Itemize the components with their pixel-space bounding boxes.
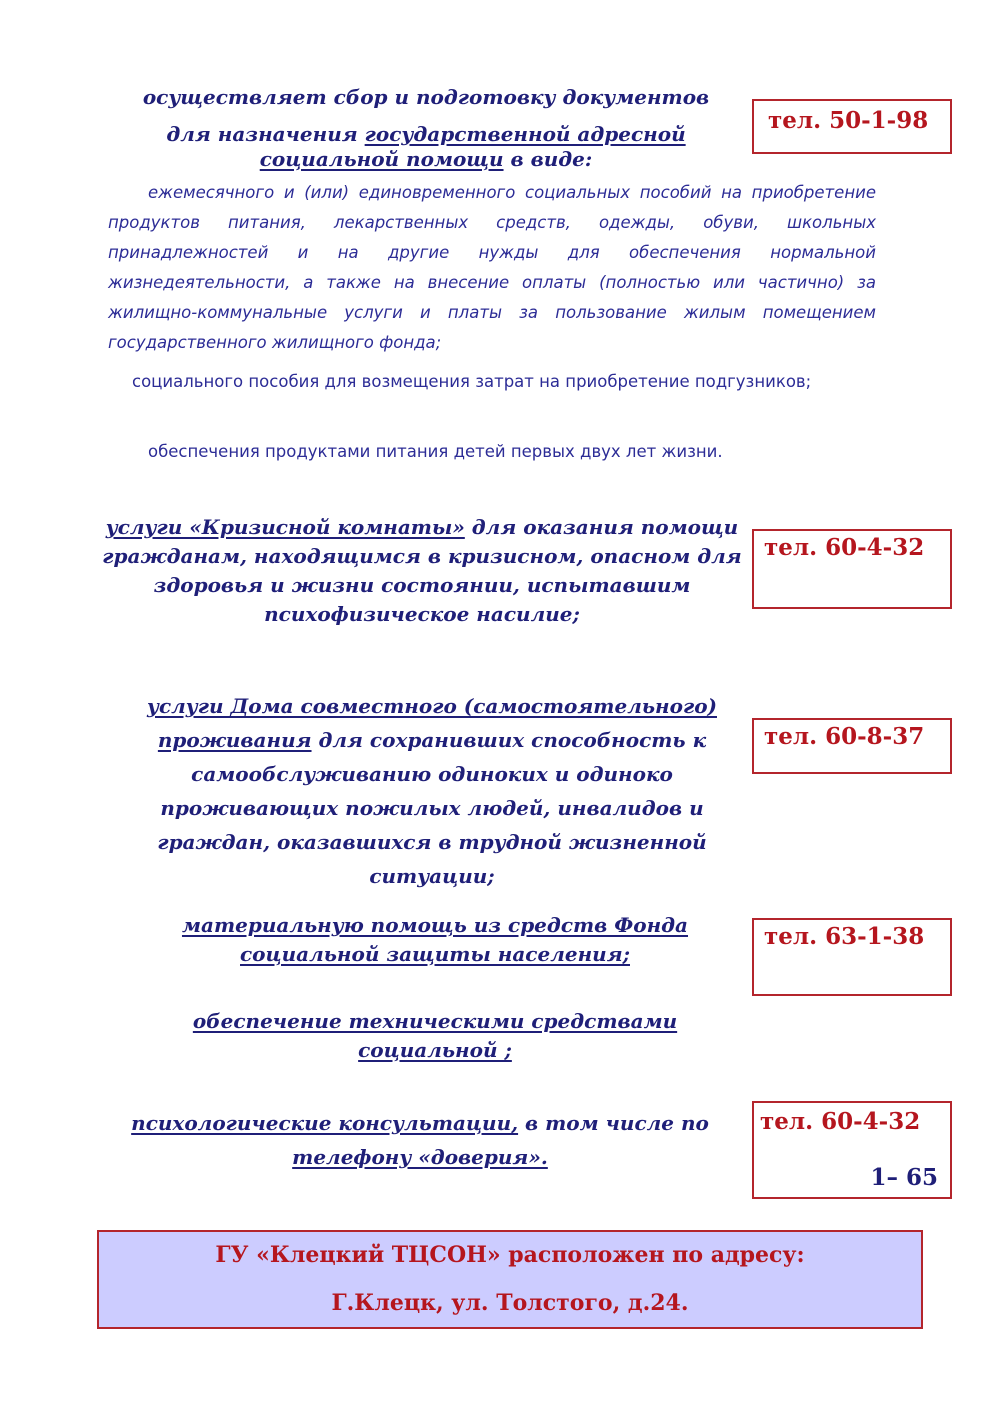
section1-heading-prefix: для назначения: [166, 122, 365, 146]
phone-box-4: [752, 918, 952, 996]
section3-underlined: услуги Дома совместного (самостоятельного) проживания: [147, 694, 717, 752]
section1-heading: [100, 83, 752, 174]
section1-paragraph2: социального пособия для возмещения затрат на приобретение подгузников;: [132, 372, 812, 391]
phone-box-3: [752, 718, 952, 774]
section1-heading-underlined: государственной адресной: [364, 122, 686, 146]
address-line1: ГУ «Клецкий ТЦСОН» расположен по адресу:: [215, 1242, 805, 1268]
phone-number-2: тел. 60-4-32: [764, 534, 925, 561]
section2-underlined: услуги «Кризисной комнаты»: [105, 515, 465, 539]
phone-box-6: [752, 1101, 952, 1199]
phone-box-2: [752, 529, 952, 609]
section2-text: [100, 513, 744, 629]
section1-heading-underlined-2: социальной помощи: [259, 147, 504, 171]
phone-number-1: тел. 50-1-98: [768, 107, 929, 134]
section5-text: обеспечение техническими средствами социальной ;: [192, 1009, 678, 1062]
section1-heading-line1: осуществляет сбор и подготовку документов: [142, 85, 710, 109]
phone-number-4: тел. 63-1-38: [764, 923, 925, 950]
address-line2: Г.Клецк, ул. Толстого, д.24.: [331, 1290, 689, 1316]
phone-box-1: [752, 99, 952, 154]
phone-number-6: тел. 60-4-32: [760, 1108, 921, 1135]
section6-underlined-1: психологические консультации,: [131, 1111, 519, 1135]
phone-extension-6: 1– 65: [870, 1164, 938, 1191]
section6-underlined-2: телефону «доверия».: [292, 1145, 548, 1169]
section1-heading-suffix: в виде:: [503, 147, 593, 171]
section1-paragraph1: ежемесячного и (или) единовременного социальных пособий на приобретение продуктов питания, лекарственных средств, одежды, обуви, школьных принадлежностей и на другие нужды для обеспечения нормальной жизнедеятельности, а также на внесение оплаты (полностью или частично) за жилищно-коммунальные услуги и платы за пользование жилым помещением государственного жилищного фонда;: [108, 183, 876, 352]
section4-text: материальную помощь из средств Фонда социальной защиты населения;: [181, 913, 689, 966]
section3-text: [112, 689, 752, 893]
section3-rest: для сохранивших способность к самообслуживанию одиноких и одиноко проживающих пожилых людей, инвалидов и граждан, оказавшихся в трудной жизненной ситуации;: [157, 728, 707, 888]
section6-mid: в том числе по: [518, 1111, 709, 1135]
section1-paragraph3: обеспечения продуктами питания детей первых двух лет жизни.: [148, 442, 723, 461]
section6-text: [100, 1106, 740, 1174]
address-box: [97, 1230, 923, 1329]
section2-rest: для оказания помощи гражданам, находящимся в кризисном, опасном для здоровья и жизни состоянии, испытавшим психофизическое насилие;: [102, 515, 742, 626]
phone-number-3: тел. 60-8-37: [764, 723, 925, 750]
